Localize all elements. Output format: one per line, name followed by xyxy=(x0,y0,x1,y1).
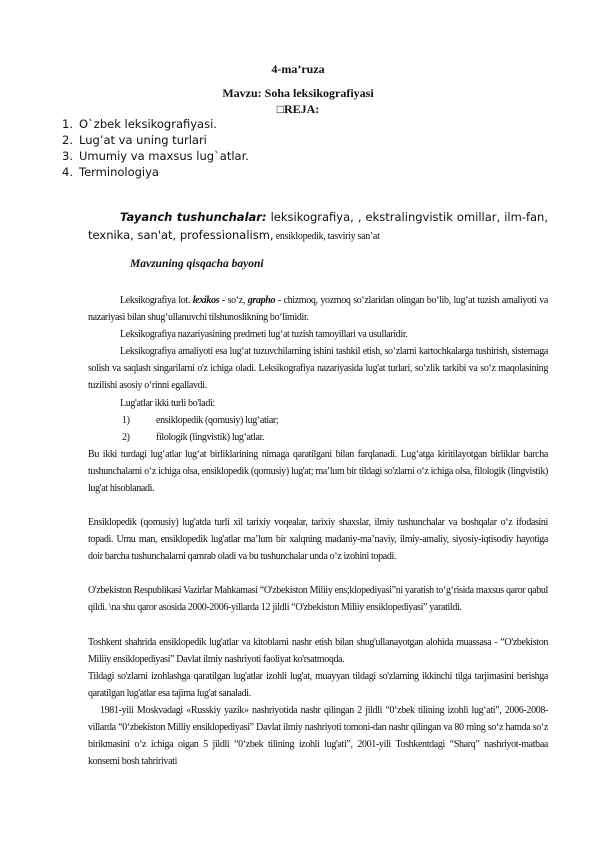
plan-item: 4. Terminologiya xyxy=(62,165,159,179)
plan-item: 2. Lug’at va uning turlari xyxy=(62,133,207,147)
plan-item: 1. O`zbek leksikografiyasi. xyxy=(62,117,217,131)
list-item: 1) ensiklopedik (qomusiy) lug‘atiar; xyxy=(122,415,279,426)
paragraph-theory: Leksikografiya nazariyasining predmeti lug‘at tuzish tamoyillari va usullaridir. xyxy=(120,329,408,340)
paragraph-practice: Leksikografiya amaliyoti esa lug‘at tuzuvchilarning ishini tashkil etish, so‘zlarni kartochkalarga tushirish, sistemaga solish va saqlash singarilarni o'z ichiga oladi. Leksikografiya nazariyasida lug'at turlari, so‘zlik tarkibi va so‘z maqolasining tuzilishi asosiy o‘rinni egallavdi. xyxy=(88,346,548,391)
paragraph-definition: Leksikografiya lot. lexikos - so‘z, grapho - chizmoq, yozmoq so‘zlaridan olingan bo‘lib, lug‘at tuzish amaliyoti va nazariyasi bilan shug‘ullanuvchi tilshunoslikning bo‘limidir. xyxy=(88,295,549,323)
plan-list xyxy=(62,116,249,180)
key-concepts-line2a: texnika, san'at, professionalism, xyxy=(88,228,274,242)
key-concepts-cont xyxy=(88,226,380,246)
paragraph-explanatory: Tildagi so'zlarni izohlashga qaratilgan lug'atlar izohli lug'at, muayyan tildagi so'zlarning ikkinchi tilga tarjimasini berishga qaratilgan lug'atlar esa tajima lug'at sanaladi. xyxy=(88,671,548,699)
plan-item: 3. Umumiy va maxsus lug`atlar. xyxy=(62,149,249,163)
paragraph-types-intro: Lug'atlar ikki turli bo'ladi: xyxy=(120,398,215,409)
key-concepts-label: Tayanch tushunchalar: xyxy=(120,210,267,224)
dictionary-types-list xyxy=(122,412,278,446)
summary-heading: Mavzuning qisqacha bayoni xyxy=(130,258,264,270)
list-item: 2) filologik (lingvistik) lug‘atlar. xyxy=(122,432,265,443)
plan-label: REJA: xyxy=(283,102,320,116)
plan-heading xyxy=(0,102,596,117)
topic-heading: Mavzu: Soha leksikografiyasi xyxy=(222,86,374,100)
paragraph-publisher: Toshkent shahrida ensiklopedik lug'atlar va kitoblarni nashr etish bilan shug'ullanayotgan alohida muassasa - “O'zbekiston Miliiy ensiklopediyasi” Davlat ilmiy nashriyoti faoliyat ko'rsatmoqda. xyxy=(88,637,548,665)
key-concepts-line1: leksikografiya, , ekstralingvistik omillar, ilm-fan, xyxy=(266,210,548,224)
paragraph-decree: O'zbekiston Respublikasi Vazirlar Mahkamasi “O'zbekiston Miliiy ens;klopediyasi”ni yaratish to‘g‘risida maxsus qaror qabul qildi. \na shu qaror asosida 2000-2006-yillarda 12 jildli “O'zbekiston Miliiy ensiklopediyasi” yaratildi. xyxy=(88,585,548,613)
key-concepts-line2b: ensiklopedik, tasviriy san’at xyxy=(273,231,380,242)
paragraph-encyclopedic: Ensiklopedik (qomusiy) lug'atda turli xil tarixiy voqealar, tarixiy shaxslar, ilmiy tushunchalar va boshqalar o‘z ifodasini topadi. Umu man, ensiklopedik lug'atlar ma’lum bir xalqning madaniy-ma’naviy, ilmiy-amaliy, siyosiy-iqtisodiy hayotiga doir barcha tushunchalarni qamrab oladi va bu tushunchalar unda o‘z izohini topadi. xyxy=(88,517,548,562)
paragraph-difference: Bu ikki turdagi lug‘atlar lug‘at birliklarining nimaga qaratilgani bilan farqlanadi. Lug‘atga kiritilayotgan birliklar barcha tushunchalarni o‘z ichiga olsa, ensiklopedik (qomusiy) lug'at; ma’lum bir tildagi so'zlarni o‘z ichiga olsa, filologik (lingvistik) lug'at hisoblanadi. xyxy=(88,449,548,494)
list-bullet-icon: □ xyxy=(276,102,284,116)
paragraph-history: 1981-yili Moskvadagi «Russkiy yazik» nashriyotida nashr qilingan 2 jildli “0‘zbek tilining izohli lug‘ati”, 2006-2008-villarda “0‘zbekiston Milliy ensiklopediyasi” Davlat ilmiy nashriyoti tomoni-dan nashr qilingan va 80 rning so‘z hamda so‘z birikmasini o‘z ichiga oigan 5 jildli “0‘zbek tilining izohli lug'ati”, 2001-yili Toshkentdagi “Sharq” nashriyot-matbaa konserni bosh tahririvati xyxy=(88,705,548,767)
lecture-title: 4-ma’ruza xyxy=(271,62,325,76)
key-concepts xyxy=(120,208,548,226)
